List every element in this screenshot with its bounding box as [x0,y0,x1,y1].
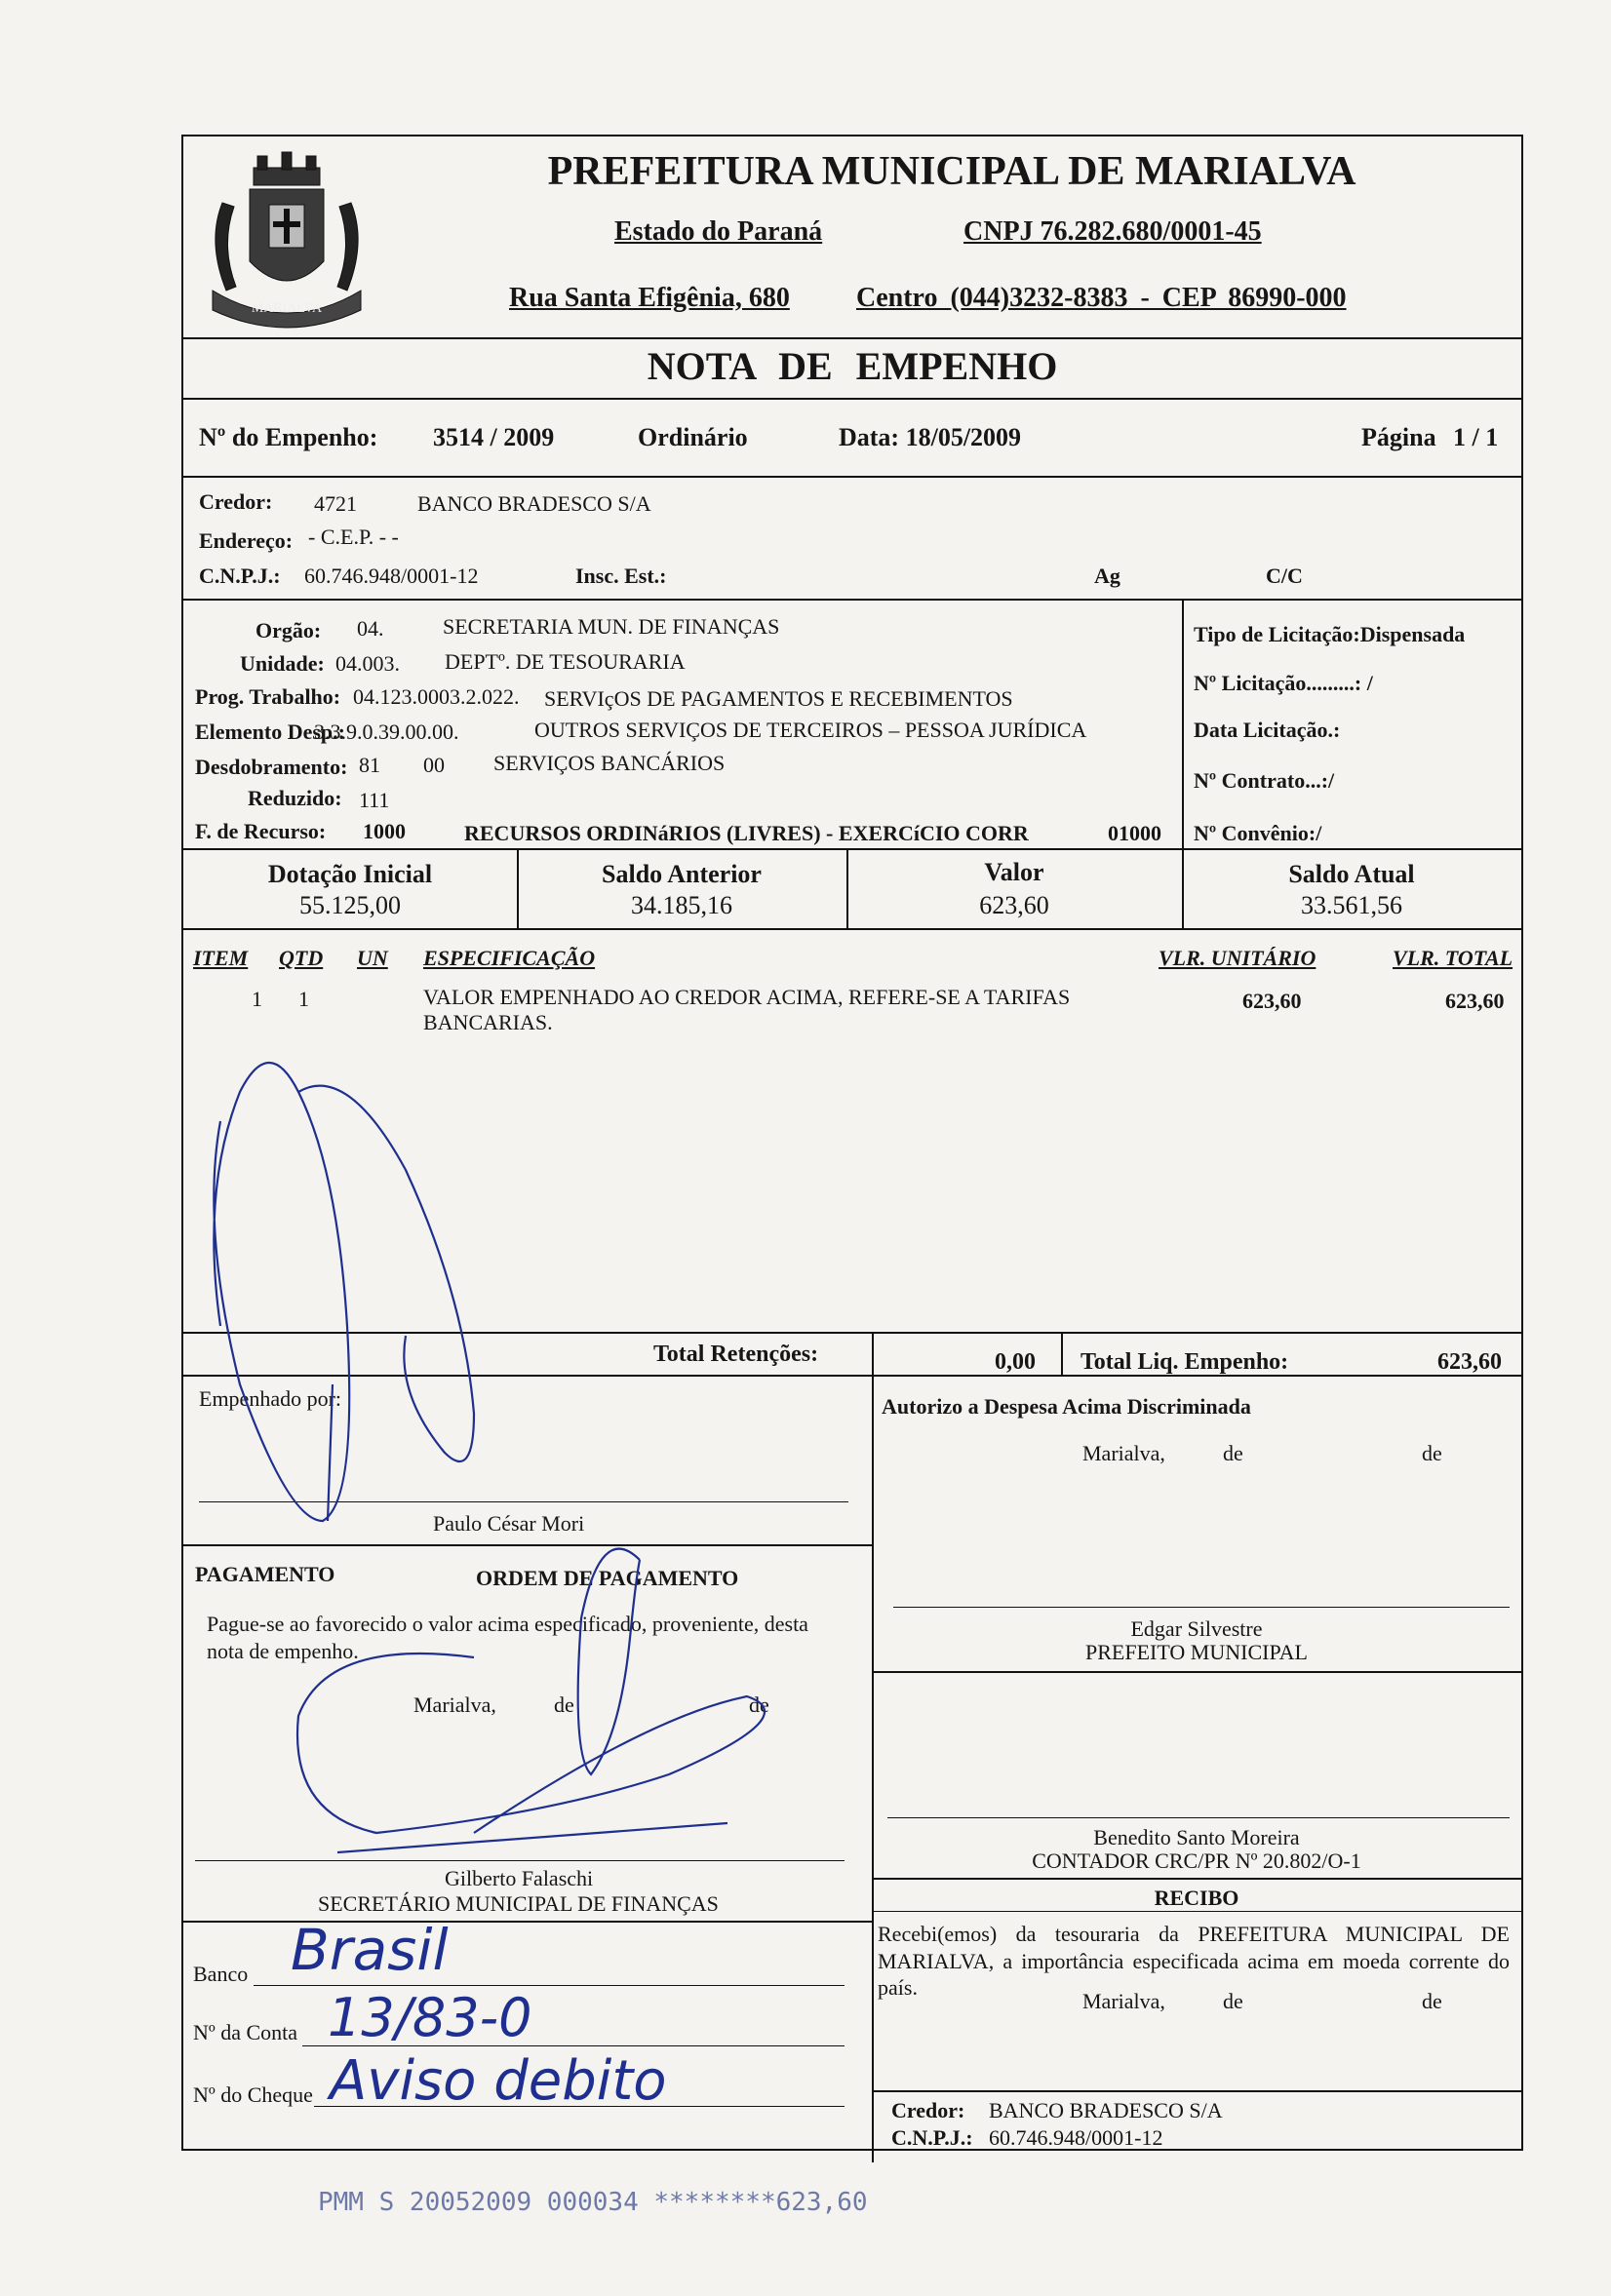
unidade-code: 04.003. [335,651,400,676]
recibo-text: Recebi(emos) da tesouraria da PREFEITURA MUNICIPAL DE MARIALVA, a importância especificada acima em moeda corrente do país. [878,1922,1510,2000]
cheque-label: Nº do Cheque [193,2082,313,2107]
banco-handwritten: Brasil [291,1917,449,1983]
recurso-label: F. de Recurso: [195,819,327,843]
municipal-cnpj: CNPJ 76.282.680/0001-45 [963,216,1262,247]
prog-trabalho-label: Prog. Trabalho: [195,684,341,709]
col-qtd: QTD [279,946,324,970]
recibo-cnpj-label: C.N.P.J.: [891,2125,973,2150]
desdobramento-code: 81 [359,753,380,777]
row-especificacao-line2: BANCARIAS. [423,1010,553,1034]
pagamento-city: Marialva, [413,1693,496,1717]
row-vlr-total: 623,60 [1445,989,1505,1013]
address-value: - C.E.P. - - [308,525,399,549]
empenho-number: 3514 / 2009 [433,423,555,451]
dotacao-label: Dotação Inicial [267,860,433,888]
divider [183,848,1521,850]
divider [872,1878,1521,1880]
orgao-label: Orgão: [255,618,322,642]
unidade-label: Unidade: [240,651,325,676]
address-label: Endereço: [199,528,294,553]
autorizo-de2: de [1422,1441,1442,1465]
autorizo-de1: de [1223,1441,1243,1465]
prefeito-role: PREFEITO MUNICIPAL [1085,1640,1308,1664]
numero-contrato: Nº Contrato...:/ [1194,768,1335,793]
signature-drawing [181,975,864,1901]
empenho-type: Ordinário [638,423,748,451]
ordem-pagamento-label: ORDEM DE PAGAMENTO [476,1566,739,1590]
banco-label: Banco [193,1962,249,1986]
pagamento-label: PAGAMENTO [195,1562,335,1586]
numero-convenio: Nº Convênio:/ [1194,821,1322,845]
col-vlr-unitario: VLR. UNITÁRIO [1159,946,1316,970]
page-title: PREFEITURA MUNICIPAL DE MARIALVA [547,149,1356,194]
divider [872,2090,1521,2092]
elemento-code: 3.3.9.0.39.00.00. [314,720,459,744]
contact-info: Centro (044)3232-8383 - CEP 86990-000 [856,283,1347,313]
credor-name: BANCO BRADESCO S/A [417,491,651,516]
desdobramento-label: Desdobramento: [195,755,348,779]
empenhado-label: Empenhado por: [199,1386,342,1411]
divider [183,337,1521,339]
divider [1182,599,1184,848]
total-retencoes-value: 0,00 [995,1349,1036,1375]
conta-handwritten: 13/83-0 [328,1987,532,2048]
divider [183,599,1521,601]
divider [183,928,1521,930]
conta-label: Nº da Conta [193,2020,298,2044]
credor-label: Credor: [199,489,273,514]
row-vlr-unitario: 623,60 [1242,989,1302,1013]
credor-code: 4721 [314,491,357,516]
saldo-atual-value: 33.561,56 [1301,891,1402,919]
empenho-date: Data: 18/05/2009 [839,423,1022,451]
pagamento-text: Pague-se ao favorecido o valor acima especificado, proveniente, desta nota de empenho. [207,1612,808,1663]
pagamento-de1: de [554,1693,574,1717]
total-liquido-value: 623,60 [1437,1349,1502,1375]
valor-label: Valor [984,858,1044,886]
credor-cnpj: 60.746.948/0001-12 [304,564,479,588]
total-retencoes-label: Total Retenções: [653,1342,819,1367]
recurso-name: RECURSOS ORDINáRIOS (LIVRES) - EXERCíCIO CORR [464,821,1029,845]
numero-licitacao: Nº Licitação.........: / [1194,671,1373,695]
elemento-label: Elemento Desp.: [195,720,345,744]
recibo-credor-label: Credor: [891,2098,965,2122]
col-un: UN [357,946,388,970]
orgao-code: 04. [357,616,384,641]
divider [183,1921,872,1923]
prog-trabalho-code: 04.123.0003.2.022. [353,684,520,709]
recibo-credor-name: BANCO BRADESCO S/A [989,2098,1223,2122]
page-label: Página [1361,423,1436,451]
data-licitacao: Data Licitação.: [1194,718,1341,742]
prog-trabalho-name: SERVIçOS DE PAGAMENTOS E RECEBIMENTOS [544,686,1013,711]
pagamento-signer: Gilberto Falaschi [445,1866,594,1890]
document-title: NOTA DE EMPENHO [647,344,1058,388]
pagamento-signer-role: SECRETÁRIO MUNICIPAL DE FINANÇAS [318,1891,719,1916]
cheque-handwritten: Aviso debito [330,2049,667,2113]
divider [183,476,1521,478]
divider [1061,1332,1063,1375]
row-item: 1 [252,987,262,1011]
dotacao-value: 55.125,00 [299,891,401,919]
saldo-anterior-value: 34.185,16 [631,891,732,919]
tipo-licitacao: Tipo de Licitação:Dispensada [1194,622,1466,646]
prefeito-name: Edgar Silvestre [1130,1616,1263,1641]
conta-corrente-label: C/C [1266,564,1303,588]
insc-est-label: Insc. Est.: [575,564,667,588]
unidade-name: DEPTº. DE TESOURARIA [445,649,686,674]
agencia-label: Ag [1094,564,1120,588]
reduzido-label: Reduzido: [248,786,342,810]
orgao-name: SECRETARIA MUN. DE FINANÇAS [443,614,780,639]
divider [872,1332,874,2162]
svg-text:MARIALVA: MARIALVA [251,301,323,316]
col-especificacao: ESPECIFICAÇÃO [423,946,596,970]
page-number: 1 / 1 [1453,423,1499,451]
row-especificacao-line1: VALOR EMPENHADO AO CREDOR ACIMA, REFERE-SE A TARIFAS [423,985,1071,1009]
recurso-code: 1000 [363,819,406,843]
street-address: Rua Santa Efigênia, 680 [509,283,790,313]
recurso-number: 01000 [1108,821,1161,845]
col-item: ITEM [193,946,249,970]
contador-role: CONTADOR CRC/PR Nº 20.802/O-1 [1032,1848,1361,1873]
signature-line [893,1607,1510,1608]
recibo-title: RECIBO [1154,1886,1239,1910]
elemento-name: OUTROS SERVIÇOS DE TERCEIROS – PESSOA JURÍDICA [534,718,1087,742]
empenhado-name: Paulo César Mori [433,1511,585,1536]
recibo-de1: de [1223,1989,1243,2013]
desdobramento-sub: 00 [423,753,445,777]
empenho-label: Nº do Empenho: [199,423,378,451]
saldo-atual-label: Saldo Atual [1288,860,1415,888]
cnpj-label: C.N.P.J.: [199,564,281,588]
recibo-cnpj: 60.746.948/0001-12 [989,2125,1163,2150]
recibo-city: Marialva, [1082,1989,1165,2013]
mechanical-stamp: PMM S 20052009 000034 ********623,60 [318,2188,868,2217]
total-liquido-label: Total Liq. Empenho: [1081,1349,1289,1375]
divider [872,1671,1521,1673]
autorizo-city: Marialva, [1082,1441,1165,1465]
autorizo-label: Autorizo a Despesa Acima Discriminada [882,1394,1251,1419]
input-line [254,1985,845,1986]
divider [872,1911,1521,1912]
saldo-anterior-label: Saldo Anterior [602,860,762,888]
state-name: Estado do Paraná [614,216,823,247]
valor-value: 623,60 [979,891,1049,919]
recibo-de2: de [1422,1989,1442,2013]
divider [183,398,1521,400]
pagamento-de2: de [749,1693,769,1717]
signature-line [887,1817,1510,1818]
desdobramento-name: SERVIÇOS BANCÁRIOS [493,751,726,775]
reduzido-code: 111 [359,788,390,812]
col-vlr-total: VLR. TOTAL [1393,946,1513,970]
row-qtd: 1 [298,987,309,1011]
contador-name: Benedito Santo Moreira [1093,1825,1300,1849]
